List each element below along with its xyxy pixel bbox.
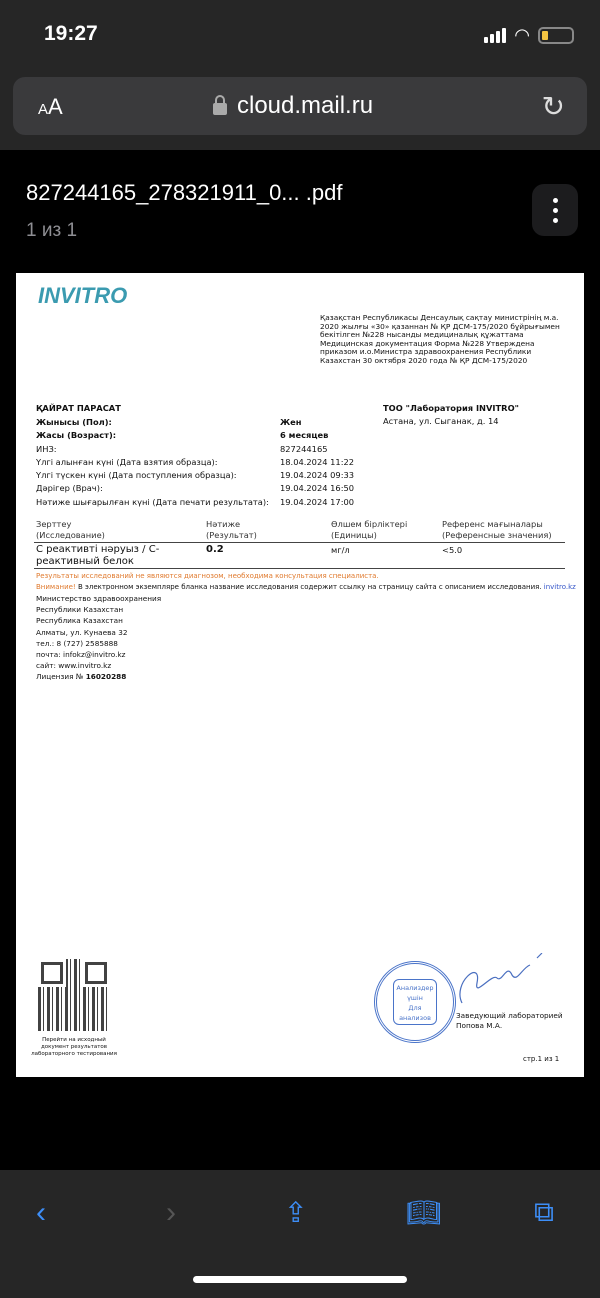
col-header-test: Зерттеу (Исследование) (36, 519, 105, 541)
home-indicator[interactable] (193, 1276, 407, 1283)
contacts: Министерство здравоохранения Республики Казахстан Республика Казахстан Алматы, ул. Кунаева 32 тел.: 8 (727) 2585888 почта: infokz@invitro.kz сайт: www.invitro.kz Лицензия № 16020288 (36, 594, 162, 682)
file-name: 827244165_278321911_0... .pdf (26, 180, 343, 205)
browser-chrome (0, 0, 600, 150)
signature (452, 953, 552, 1013)
field-labels: Жынысы (Пол): Жасы (Возраст): ИНЗ: Үлгі алынған күні (Дата взятия образца): Үлгі түскен күні (Дата поступления образца): Дәрігер (Врач): Нәтиже шығарылған күні (Дата печати результата): (36, 417, 269, 507)
lab-stamp: Анализдер үшін Для анализов (374, 961, 456, 1043)
signer: Заведующий лабораторией Попова М.А. (456, 1011, 563, 1030)
header-note: Қазақстан Республикасы Денсаулық сақтау министрінің м.а. 2020 жылғы «30» қазаннан № ҚР ДСМ-175/2020 бұйрығымен бекітілген №228 нысанды медициналық құжаттама Медицинская документация Форма №228 Утверждена приказом и.о.Министра здравоохранения Республики Казахстан 30 октября 2020 года № ҚР ДСМ-175/2020 (320, 313, 560, 365)
result-reference: <5.0 (442, 545, 463, 555)
test-name[interactable]: С реактивті нәруыз / С- реактивный белок (36, 544, 160, 567)
page-number: стр.1 из 1 (523, 1055, 560, 1063)
bookmarks-icon[interactable]: 📖︎ (406, 1197, 442, 1228)
reload-icon[interactable]: ↻ (541, 91, 565, 122)
status-icons (484, 25, 574, 46)
invitro-logo: INVITRO (38, 283, 128, 308)
aa-big: A (48, 94, 63, 119)
disclaimer: Результаты исследований не являются диагнозом, необходима консультация специалиста. (36, 572, 379, 580)
more-options-button[interactable] (532, 184, 578, 236)
table-divider (34, 542, 565, 543)
lab-name: ТОО "Лаборатория INVITRO" (383, 403, 519, 413)
col-header-result: Нәтиже (Результат) (206, 519, 257, 541)
invitro-link[interactable]: invitro.kz (543, 583, 576, 591)
url-display[interactable] (213, 92, 373, 120)
pdf-page (16, 273, 584, 1077)
share-icon[interactable]: ⇪ (284, 1197, 308, 1228)
qr-code[interactable] (38, 959, 110, 1031)
status-time: 19:27 (44, 22, 98, 45)
signal-icon (484, 28, 506, 43)
attention-note: Внимание! В электронном экземпляре бланка название исследования содержит ссылку на страницу сайта с описанием исследования. invitro.kz (36, 583, 576, 591)
lock-icon (213, 103, 227, 115)
table-bottom-divider (34, 568, 565, 569)
address-bar[interactable] (13, 77, 587, 135)
result-value: 0.2 (206, 544, 224, 555)
forward-icon[interactable]: › (166, 1196, 176, 1229)
col-header-units: Өлшем бірліктері (Единицы) (331, 519, 408, 541)
page-count: 1 из 1 (26, 220, 78, 241)
qr-caption: Перейти на исходный документ результатов лабораторного тестирования (31, 1037, 117, 1057)
reader-settings-button[interactable] (38, 94, 63, 120)
wifi-icon: ◠ (514, 25, 530, 45)
battery-icon (538, 27, 574, 44)
field-values: Жен 6 месяцев 827244165 18.04.2024 11:22 19.04.2024 09:33 19.04.2024 16:50 19.04.2024 17:00 (280, 417, 355, 507)
back-icon[interactable]: ‹ (36, 1196, 46, 1229)
tabs-icon[interactable]: ⧉ (534, 1196, 554, 1227)
url-text: cloud.mail.ru (237, 92, 374, 119)
patient-name: ҚАЙРАТ ПАРАСАТ (36, 403, 121, 413)
lab-address: Астана, ул. Сыганак, д. 14 (383, 416, 499, 426)
aa-small: A (38, 101, 49, 118)
result-units: мг/л (331, 545, 350, 555)
col-header-reference: Референс мағыналары (Референсные значения) (442, 519, 552, 541)
